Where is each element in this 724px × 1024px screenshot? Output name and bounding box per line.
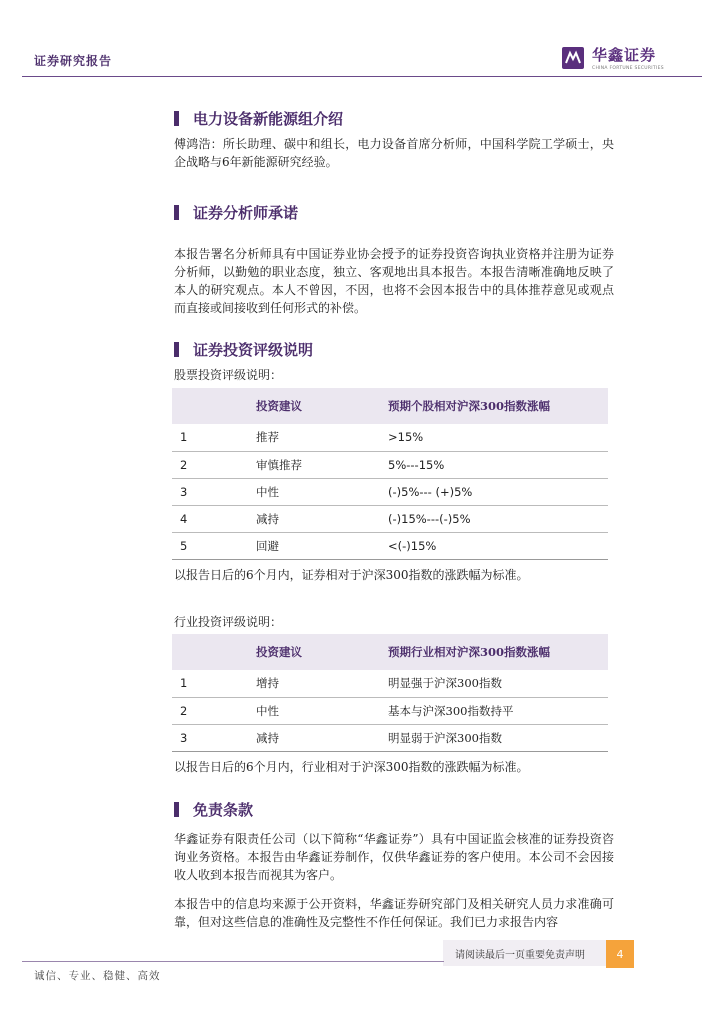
table-cell: 中性 <box>256 697 388 724</box>
table-cell: 回避 <box>256 532 388 559</box>
team-intro-text: 傅鸿浩：所长助理、碳中和组长，电力设备首席分析师，中国科学院工学硕士，央企战略与6年新能源研究经验。 <box>174 137 614 169</box>
table-cell: <(-)15% <box>388 532 608 559</box>
table-row <box>172 697 608 724</box>
table-row <box>172 670 608 697</box>
footer-divider <box>22 961 444 962</box>
logo-mark-icon <box>562 47 584 69</box>
table-cell: 3 <box>172 724 256 751</box>
table-cell: 减持 <box>256 505 388 532</box>
report-type-title: 证券研究报告 <box>34 54 113 68</box>
disclaimer-paragraph-2: 本报告中的信息均来源于公开资料，华鑫证券研究部门及相关研究人员力求准确可靠，但对这些信息的准确性及完整性不作任何保证。我们已力求报告内容 <box>174 897 614 929</box>
table-cell: 1 <box>172 670 256 697</box>
table-row <box>172 478 608 505</box>
header-divider <box>22 76 702 77</box>
company-logo <box>562 44 682 74</box>
page-number: 4 <box>606 940 634 968</box>
pledge-heading-text: 证券分析师承诺 <box>193 204 299 222</box>
table-cell: 基本与沪深300指数持平 <box>388 697 608 724</box>
table-cell: 2 <box>172 697 256 724</box>
table-cell: 2 <box>172 451 256 478</box>
table-cell: 减持 <box>256 724 388 751</box>
table-header-row <box>172 634 608 670</box>
rating-heading-text: 证券投资评级说明 <box>193 341 314 359</box>
table-cell: 3 <box>172 478 256 505</box>
table-header-cell: 预期个股相对沪深300指数涨幅 <box>388 388 608 424</box>
table-row <box>172 505 608 532</box>
table-header-cell: 预期行业相对沪深300指数涨幅 <box>388 634 608 670</box>
pledge-text: 本报告署名分析师具有中国证券业协会授予的证券投资咨询执业资格并注册为证券分析师，以勤勉的职业态度，独立、客观地出具本报告。本报告清晰准确地反映了本人的研究观点。本人不曾因，不因，也将不会因本报告中的具体推荐意见或观点而直接或间接收到任何形式的补偿。 <box>174 247 614 315</box>
disclaimer-heading-text: 免责条款 <box>193 801 254 819</box>
heading-bar-icon <box>174 205 179 220</box>
pledge-section-heading <box>174 202 298 223</box>
disclaimer-paragraph-1: 华鑫证券有限责任公司（以下简称“华鑫证券”）具有中国证监会核准的证券投资咨询业务资格。本报告由华鑫证券制作，仅供华鑫证券的客户使用。本公司不会因接收人收到本报告而视其为客户。 <box>174 832 614 882</box>
logo-name-en: CHINA FORTUNE SECURITIES <box>592 66 664 71</box>
logo-name-cn: 华鑫证券 <box>592 46 657 64</box>
table-row <box>172 532 608 559</box>
table-cell: 4 <box>172 505 256 532</box>
table-header-row <box>172 388 608 424</box>
stock-rating-note: 以报告日后的6个月内，证券相对于沪深300指数的涨跌幅为标准。 <box>174 568 529 582</box>
table-cell: 中性 <box>256 478 388 505</box>
table-cell: 推荐 <box>256 424 388 451</box>
table-cell: 5 <box>172 532 256 559</box>
stock-rating-label: 股票投资评级说明： <box>174 368 283 382</box>
team-heading-text: 电力设备新能源组介绍 <box>193 110 344 128</box>
industry-rating-table <box>172 634 608 752</box>
footer-slogan: 诚信、专业、稳健、高效 <box>34 970 161 982</box>
table-row <box>172 451 608 478</box>
industry-rating-label: 行业投资评级说明： <box>174 615 283 629</box>
table-cell: (-)5%--- (+)5% <box>388 478 608 505</box>
table-cell: 5%---15% <box>388 451 608 478</box>
table-row <box>172 424 608 451</box>
table-cell: (-)15%---(-)5% <box>388 505 608 532</box>
heading-bar-icon <box>174 111 179 126</box>
table-header-cell: 投资建议 <box>256 388 388 424</box>
stock-rating-table <box>172 388 608 560</box>
table-header-cell <box>172 388 256 424</box>
table-cell: 1 <box>172 424 256 451</box>
table-header-cell <box>172 634 256 670</box>
footer-disclaimer-link[interactable]: 请阅读最后一页重要免责声明 <box>455 950 585 961</box>
industry-rating-note: 以报告日后的6个月内，行业相对于沪深300指数的涨跌幅为标准。 <box>174 760 529 774</box>
table-row <box>172 724 608 751</box>
table-cell: 审慎推荐 <box>256 451 388 478</box>
table-header-cell: 投资建议 <box>256 634 388 670</box>
disclaimer-section-heading <box>174 799 253 820</box>
table-cell: 明显强于沪深300指数 <box>388 670 608 697</box>
heading-bar-icon <box>174 802 179 817</box>
rating-section-heading <box>174 339 313 360</box>
table-cell: 增持 <box>256 670 388 697</box>
table-cell: >15% <box>388 424 608 451</box>
table-cell: 明显弱于沪深300指数 <box>388 724 608 751</box>
heading-bar-icon <box>174 342 179 357</box>
team-section-heading <box>174 108 343 129</box>
